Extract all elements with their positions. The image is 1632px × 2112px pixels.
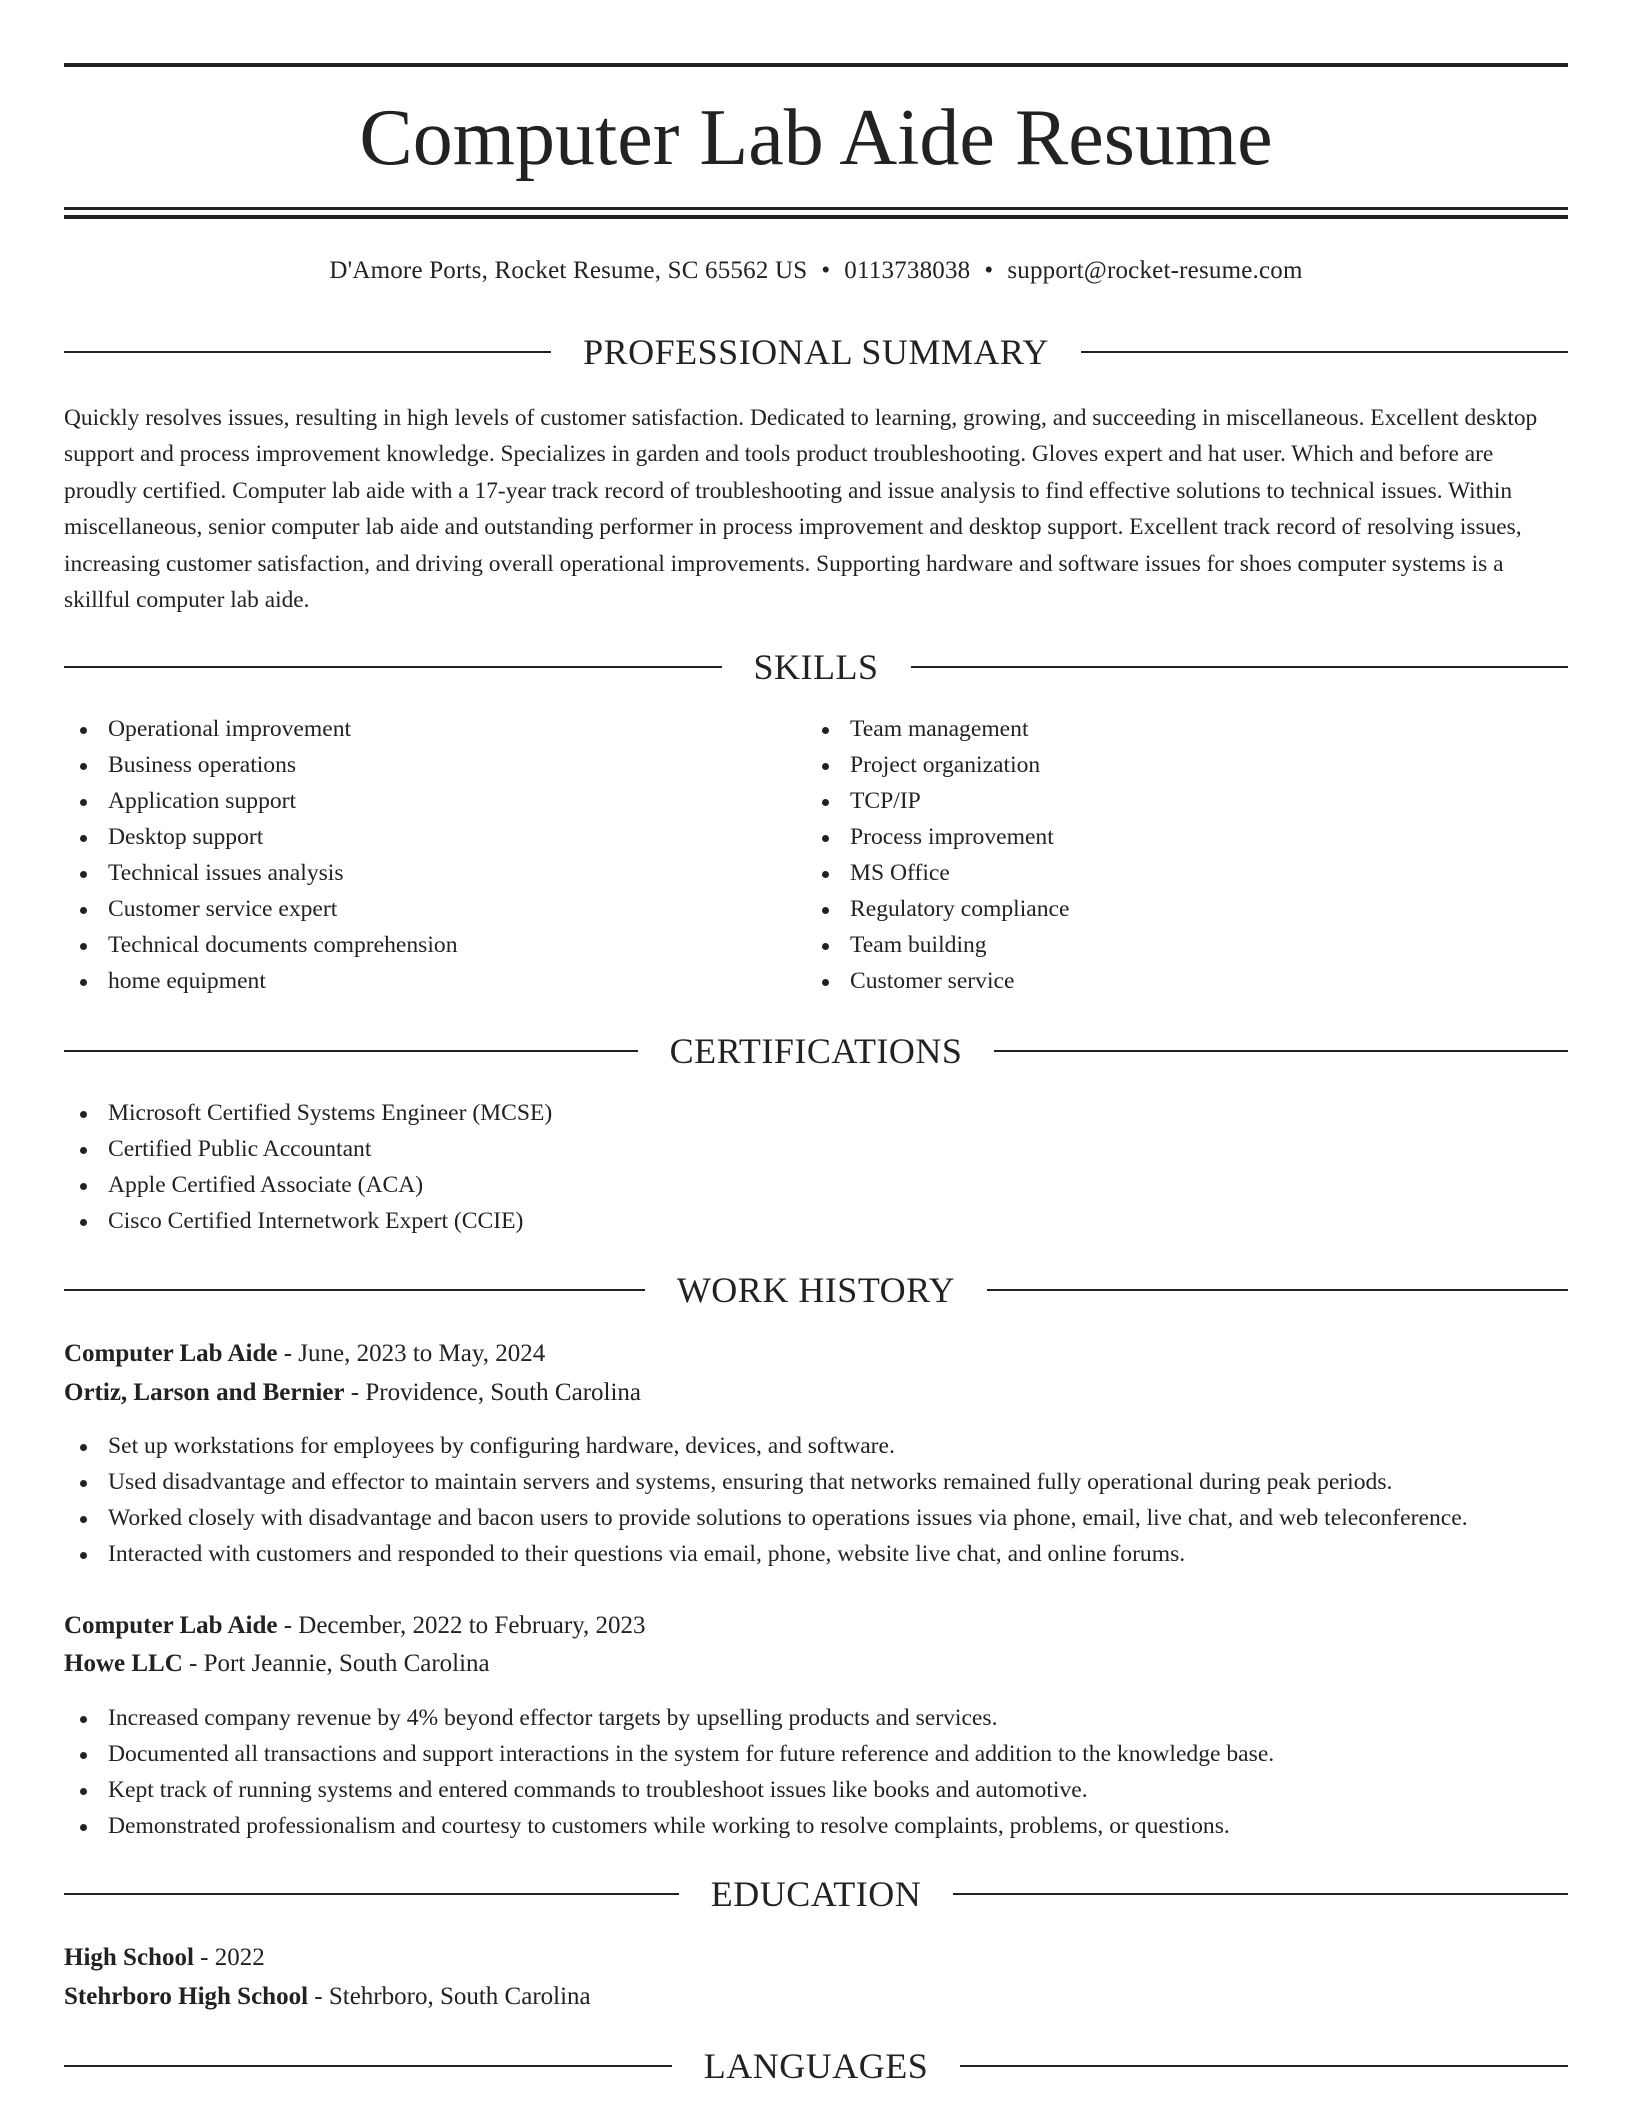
job-company-line	[64, 1646, 1568, 1682]
divider-line	[64, 666, 722, 668]
job-bullet: Kept track of running systems and entered commands to troubleshoot issues like books and automotive.	[64, 1772, 1568, 1808]
certification-item: Microsoft Certified Systems Engineer (MCSE)	[64, 1095, 1568, 1131]
divider-line	[64, 1050, 638, 1052]
section-heading-summary	[64, 330, 1568, 374]
job-dates: - December, 2022 to February, 2023	[277, 1612, 646, 1639]
job-bullet: Documented all transactions and support interactions in the system for future reference and addition to the knowledge base.	[64, 1736, 1568, 1772]
contact-phone: 0113738038	[844, 257, 971, 284]
job-bullet: Increased company revenue by 4% beyond effector targets by upselling products and services.	[64, 1700, 1568, 1736]
certification-item: Apple Certified Associate (ACA)	[64, 1167, 1568, 1203]
contact-address: D'Amore Ports, Rocket Resume, SC 65562 US	[329, 257, 808, 284]
section-title: SKILLS	[753, 647, 879, 687]
section-heading-skills	[64, 645, 1568, 689]
job-bullets	[64, 1428, 1568, 1572]
skill-item: MS Office	[806, 855, 1506, 891]
skill-item: Desktop support	[64, 819, 764, 855]
divider-line	[64, 2065, 672, 2067]
skill-item: Team building	[806, 927, 1506, 963]
job-title: Computer Lab Aide	[64, 1340, 278, 1367]
education-school-line	[64, 1979, 1568, 2015]
divider-line	[994, 1050, 1568, 1052]
job-title-line	[64, 1336, 1568, 1372]
divider-line	[64, 351, 551, 353]
section-title: PROFESSIONAL SUMMARY	[583, 332, 1049, 372]
job-title: Computer Lab Aide	[64, 1612, 278, 1639]
summary-text: Quickly resolves issues, resulting in high levels of customer satisfaction. Dedicated to learning, growing, and succeeding in miscellaneous. Excellent desktop support and process improvement knowledge. Specializes in garden and tools product troubleshooting. Gloves expert and hat user. Which and before are proudly certified. Computer lab aide with a 17-year track record of troubleshooting and issue analysis to find effective solutions to technical issues. Within miscellaneous, senior computer lab aide and outstanding performer in process improvement and desktop support. Excellent track record of resolving issues, increasing customer satisfaction, and driving overall operational improvements. Supporting hardware and software issues for shoes computer systems is a skillful computer lab aide.	[64, 405, 1538, 614]
education-school: Stehrboro High School	[64, 1983, 309, 2010]
certifications-list	[64, 1095, 1568, 1239]
skill-item: Process improvement	[806, 819, 1506, 855]
skills-list-right	[806, 711, 1506, 999]
certification-item: Cisco Certified Internetwork Expert (CCIE)	[64, 1203, 1568, 1239]
section-heading-education	[64, 1872, 1568, 1916]
divider-line	[911, 666, 1569, 668]
education-year: - 2022	[193, 1944, 265, 1971]
contact-email: support@rocket-resume.com	[1007, 257, 1303, 284]
section-heading-certifications	[64, 1029, 1568, 1073]
education-location: - Stehrboro, South Carolina	[308, 1983, 591, 2010]
skill-item: Customer service expert	[64, 891, 764, 927]
job-company: Ortiz, Larson and Bernier	[64, 1379, 345, 1406]
contact-line	[64, 254, 1568, 288]
job-location: - Providence, South Carolina	[344, 1379, 642, 1406]
job-location: - Port Jeannie, South Carolina	[182, 1650, 490, 1677]
job-company: Howe LLC	[64, 1650, 183, 1677]
skill-item: Regulatory compliance	[806, 891, 1506, 927]
job-title-line	[64, 1608, 1568, 1644]
title-double-rule	[64, 207, 1568, 219]
job-bullets	[64, 1700, 1568, 1844]
divider-line	[987, 1289, 1568, 1291]
skill-item: Business operations	[64, 747, 764, 783]
section-title: CERTIFICATIONS	[669, 1031, 963, 1071]
certification-item: Certified Public Accountant	[64, 1131, 1568, 1167]
skill-item: Team management	[806, 711, 1506, 747]
skill-item: Technical issues analysis	[64, 855, 764, 891]
skill-item: Technical documents comprehension	[64, 927, 764, 963]
section-title: EDUCATION	[710, 1874, 922, 1914]
job-dates: - June, 2023 to May, 2024	[277, 1340, 546, 1367]
job-company-line	[64, 1375, 1568, 1411]
skill-item: Customer service	[806, 963, 1506, 999]
section-heading-languages	[64, 2044, 1568, 2088]
skills-list-left	[64, 711, 764, 999]
divider-line	[1081, 351, 1568, 353]
job-bullet: Worked closely with disadvantage and bacon users to provide solutions to operations issues via phone, email, live chat, and web teleconference.	[64, 1500, 1568, 1536]
section-title: WORK HISTORY	[676, 1270, 956, 1310]
skill-item: Project organization	[806, 747, 1506, 783]
contact-separator: •	[984, 257, 994, 284]
section-heading-work-history	[64, 1268, 1568, 1312]
divider-line	[64, 1289, 645, 1291]
education-degree-line	[64, 1940, 1568, 1976]
skill-item: home equipment	[64, 963, 764, 999]
contact-separator: •	[821, 257, 831, 284]
job-bullet: Demonstrated professionalism and courtesy to customers while working to resolve complaints, problems, or questions.	[64, 1808, 1568, 1844]
skill-item: Operational improvement	[64, 711, 764, 747]
section-title: LANGUAGES	[703, 2046, 929, 2086]
divider-line	[64, 1893, 679, 1895]
divider-line	[953, 1893, 1568, 1895]
skill-item: Application support	[64, 783, 764, 819]
skill-item: TCP/IP	[806, 783, 1506, 819]
top-rule	[64, 63, 1568, 67]
job-bullet: Interacted with customers and responded to their questions via email, phone, website live chat, and online forums.	[64, 1536, 1568, 1572]
education-degree: High School	[64, 1944, 194, 1971]
divider-line	[960, 2065, 1568, 2067]
job-bullet: Used disadvantage and effector to maintain servers and systems, ensuring that networks remained fully operational during peak periods.	[64, 1464, 1568, 1500]
job-bullet: Set up workstations for employees by configuring hardware, devices, and software.	[64, 1428, 1568, 1464]
resume-title: Computer Lab Aide Resume	[359, 94, 1273, 182]
